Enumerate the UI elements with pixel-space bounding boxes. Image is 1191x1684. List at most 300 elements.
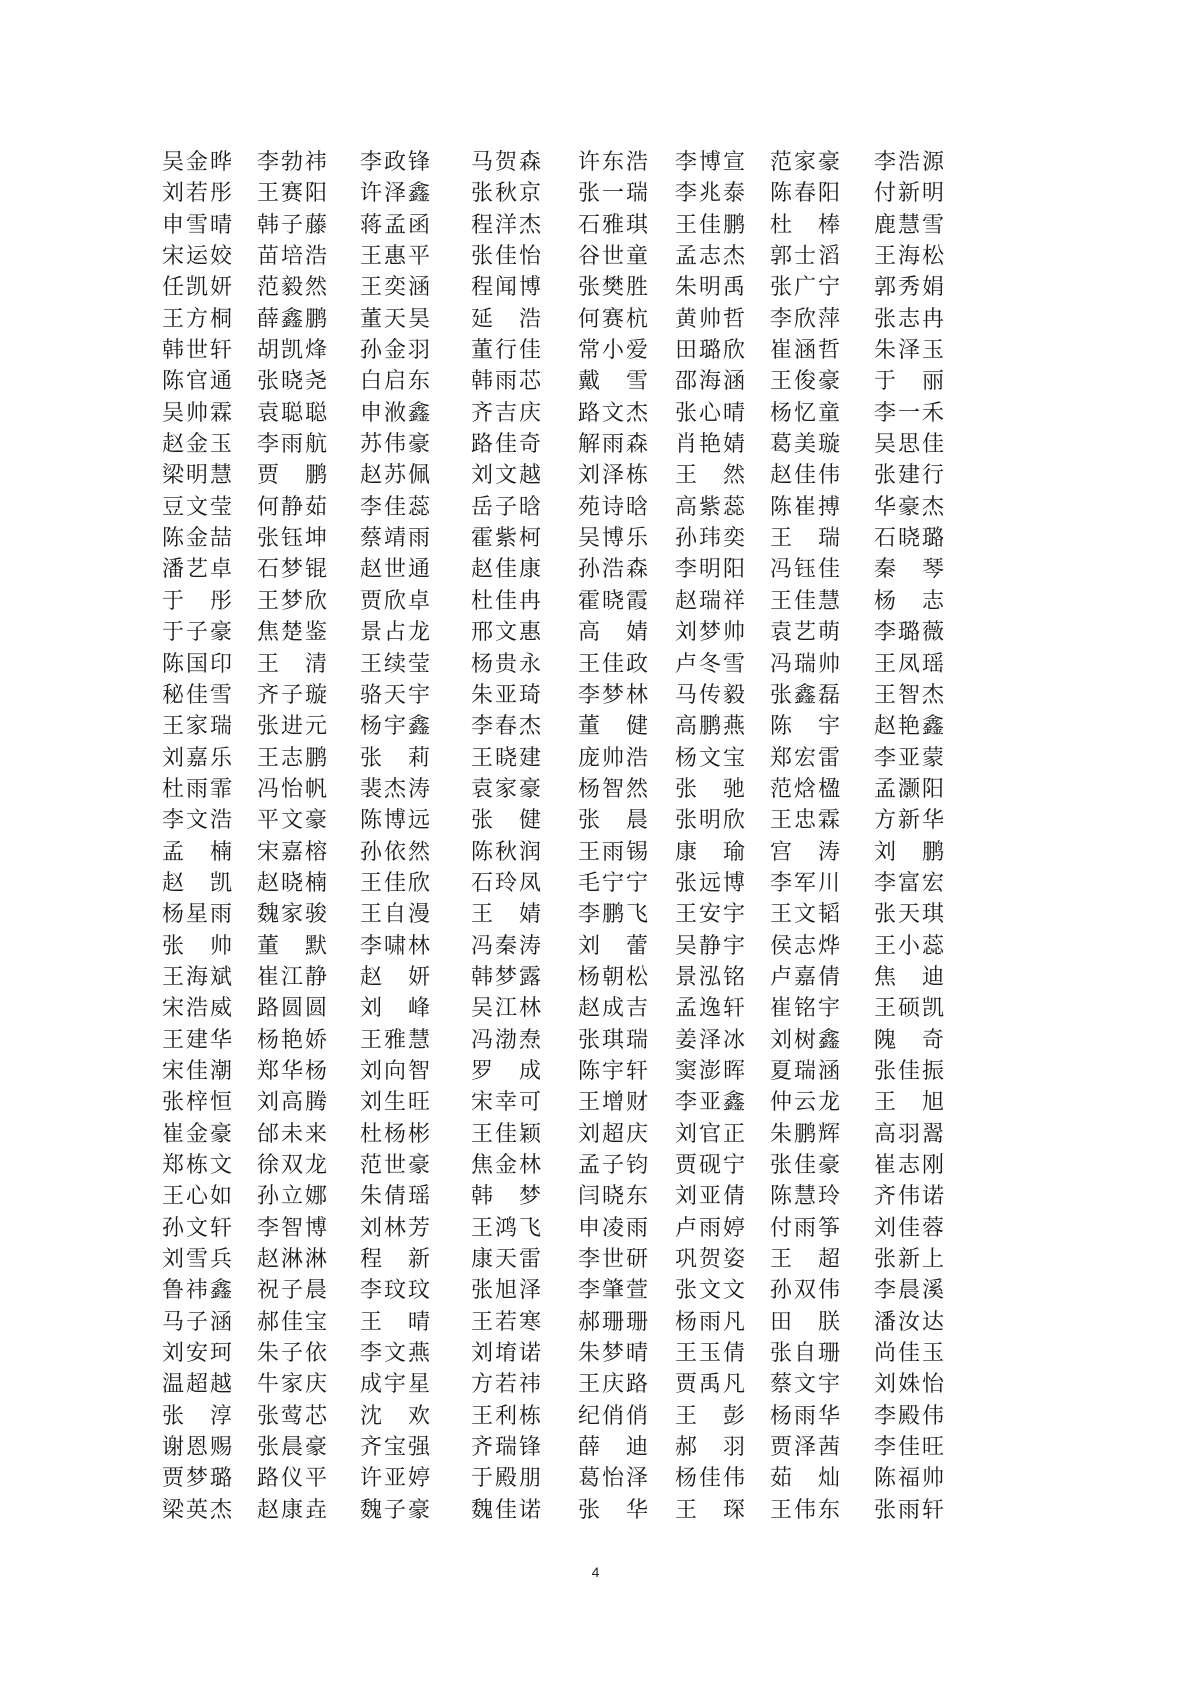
person-name: 袁艺萌: [770, 620, 840, 646]
person-name: 范家豪: [770, 150, 840, 175]
person-name: 陈秋润: [471, 839, 541, 865]
person-name: 苑诗晗: [578, 494, 648, 520]
person-name: 潘汝达: [874, 1309, 944, 1335]
name-row: [0, 492, 1191, 523]
person-name: 杨佳伟: [675, 1466, 745, 1492]
person-name: 孙玮奕: [675, 526, 745, 552]
person-name: 李鹏飞: [578, 902, 648, 928]
person-name: 豆文莹: [162, 494, 232, 520]
person-name: 田璐欣: [675, 338, 745, 364]
person-name: 卢雨婷: [675, 1215, 745, 1241]
person-name: 朱鹏辉: [770, 1121, 840, 1147]
name-row: [0, 1213, 1191, 1244]
person-name: 邵海涵: [675, 369, 745, 395]
name-row: [0, 1338, 1191, 1369]
person-name: 隗 奇: [874, 1027, 944, 1053]
person-name: 仲云龙: [770, 1090, 840, 1116]
name-row: [0, 335, 1191, 366]
person-name: 李兆泰: [675, 181, 745, 207]
person-name: 谢恩赐: [162, 1435, 232, 1461]
person-name: 宋幸可: [471, 1090, 541, 1116]
person-name: 胡凯烽: [257, 338, 327, 364]
person-name: 徐双龙: [257, 1153, 327, 1178]
person-name: 郭士滔: [770, 244, 840, 270]
name-row: [0, 460, 1191, 491]
person-name: 路仪平: [257, 1466, 327, 1492]
person-name: 朱梦晴: [578, 1341, 648, 1367]
person-name: 焦楚鉴: [257, 620, 327, 646]
person-name: 王赛阳: [257, 181, 327, 207]
person-name: 何静茹: [257, 494, 327, 520]
person-name: 霍晓霞: [578, 588, 648, 614]
person-name: 李亚蒙: [874, 745, 944, 771]
person-name: 解雨森: [578, 432, 648, 458]
person-name: 程 新: [360, 1247, 430, 1273]
person-name: 王佳政: [578, 651, 648, 677]
person-name: 董 健: [578, 714, 648, 740]
person-name: 程洋杰: [471, 212, 541, 238]
person-name: 李智博: [257, 1215, 327, 1241]
person-name: 张晓尧: [257, 369, 327, 395]
person-name: 张 莉: [360, 745, 430, 771]
person-name: 黄帅哲: [675, 306, 745, 332]
person-name: 朱明禹: [675, 275, 745, 301]
person-name: 延 浩: [471, 306, 541, 332]
person-name: 王玉倩: [675, 1341, 745, 1367]
person-name: 邢文惠: [471, 620, 541, 646]
name-row: [0, 805, 1191, 836]
person-name: 路圆圆: [257, 996, 327, 1022]
person-name: 李政锋: [360, 150, 430, 175]
person-name: 赵世通: [360, 557, 430, 583]
person-name: 王 琛: [675, 1497, 745, 1523]
person-name: 申凌雨: [578, 1215, 648, 1241]
person-name: 陈金喆: [162, 526, 232, 552]
name-row: [0, 680, 1191, 711]
person-name: 王利栋: [471, 1403, 541, 1429]
person-name: 王庆路: [578, 1372, 648, 1398]
person-name: 王佳颖: [471, 1121, 541, 1147]
person-name: 刘姝怡: [874, 1372, 944, 1398]
person-name: 茹 灿: [770, 1466, 840, 1492]
person-name: 杜佳冉: [471, 588, 541, 614]
person-name: 王梦欣: [257, 588, 327, 614]
person-name: 付雨筝: [770, 1215, 840, 1241]
person-name: 张佳豪: [770, 1153, 840, 1178]
person-name: 赵金玉: [162, 432, 232, 458]
person-name: 范焓楹: [770, 776, 840, 802]
person-name: 陈崔搏: [770, 494, 840, 520]
person-name: 秦 琴: [874, 557, 944, 583]
person-name: 张旭泽: [471, 1278, 541, 1304]
person-name: 刘文越: [471, 463, 541, 489]
name-row: [0, 1463, 1191, 1494]
person-name: 李晨溪: [874, 1278, 944, 1304]
person-name: 王 瑞: [770, 526, 840, 552]
name-row: [0, 1495, 1191, 1526]
person-name: 朱泽玉: [874, 338, 944, 364]
person-name: 刘梦帅: [675, 620, 745, 646]
person-name: 路文杰: [578, 400, 648, 426]
name-row: [0, 178, 1191, 209]
person-name: 宋嘉榕: [257, 839, 327, 865]
person-name: 康 瑜: [675, 839, 745, 865]
person-name: 吴思佳: [874, 432, 944, 458]
person-name: 张佳振: [874, 1058, 944, 1084]
person-name: 韩 梦: [471, 1184, 541, 1210]
person-name: 尚佳玉: [874, 1341, 944, 1367]
person-name: 蔡靖雨: [360, 526, 430, 552]
person-name: 王 彭: [675, 1403, 745, 1429]
person-name: 马传毅: [675, 682, 745, 708]
name-list: [0, 147, 1191, 1526]
person-name: 刘超庆: [578, 1121, 648, 1147]
person-name: 李佳旺: [874, 1435, 944, 1461]
person-name: 许东浩: [578, 150, 648, 175]
person-name: 张新上: [874, 1247, 944, 1273]
person-name: 于殿朋: [471, 1466, 541, 1492]
person-name: 董行佳: [471, 338, 541, 364]
person-name: 李欣萍: [770, 306, 840, 332]
person-name: 李文燕: [360, 1341, 430, 1367]
person-name: 郭秀娟: [874, 275, 944, 301]
person-name: 杨文宝: [675, 745, 745, 771]
person-name: 平文豪: [257, 808, 327, 834]
person-name: 杨雨凡: [675, 1309, 745, 1335]
person-name: 董天昊: [360, 306, 430, 332]
person-name: 焦 迪: [874, 964, 944, 990]
person-name: 牛家庆: [257, 1372, 327, 1398]
person-name: 王 晴: [360, 1309, 430, 1335]
person-name: 景占龙: [360, 620, 430, 646]
person-name: 郝佳宝: [257, 1309, 327, 1335]
person-name: 庞帅浩: [578, 745, 648, 771]
name-row: [0, 147, 1191, 178]
person-name: 王佳鹏: [675, 212, 745, 238]
person-name: 郝 羽: [675, 1435, 745, 1461]
person-name: 高鹏燕: [675, 714, 745, 740]
person-name: 杜杨彬: [360, 1121, 430, 1147]
person-name: 李世研: [578, 1247, 648, 1273]
person-name: 魏家骏: [257, 902, 327, 928]
person-name: 陈慧玲: [770, 1184, 840, 1210]
person-name: 张晨豪: [257, 1435, 327, 1461]
person-name: 王 婧: [471, 902, 541, 928]
person-name: 王雅慧: [360, 1027, 430, 1053]
person-name: 张雨轩: [874, 1497, 944, 1523]
person-name: 梁明慧: [162, 463, 232, 489]
person-name: 王雨锡: [578, 839, 648, 865]
person-name: 罗 成: [471, 1058, 541, 1084]
person-name: 石雅琪: [578, 212, 648, 238]
person-name: 崔涵哲: [770, 338, 840, 364]
person-name: 朱子依: [257, 1341, 327, 1367]
person-name: 韩梦露: [471, 964, 541, 990]
person-name: 刘雪兵: [162, 1247, 232, 1273]
person-name: 赵 妍: [360, 964, 430, 990]
person-name: 刘若彤: [162, 181, 232, 207]
person-name: 冯渤焘: [471, 1027, 541, 1053]
person-name: 王凤瑶: [874, 651, 944, 677]
person-name: 孙立娜: [257, 1184, 327, 1210]
person-name: 吴帅霖: [162, 400, 232, 426]
person-name: 王续莹: [360, 651, 430, 677]
person-name: 秘佳雪: [162, 682, 232, 708]
person-name: 王 清: [257, 651, 327, 677]
person-name: 刘树鑫: [770, 1027, 840, 1053]
person-name: 崔金豪: [162, 1121, 232, 1147]
person-name: 赵苏佩: [360, 463, 430, 489]
person-name: 吴江林: [471, 996, 541, 1022]
person-name: 成宇星: [360, 1372, 430, 1398]
person-name: 卢嘉倩: [770, 964, 840, 990]
person-name: 常小爱: [578, 338, 648, 364]
name-row: [0, 743, 1191, 774]
name-row: [0, 210, 1191, 241]
person-name: 赵佳康: [471, 557, 541, 583]
person-name: 郑华杨: [257, 1058, 327, 1084]
person-name: 王小蕊: [874, 933, 944, 959]
person-name: 王海松: [874, 244, 944, 270]
person-name: 齐子璇: [257, 682, 327, 708]
person-name: 宫 涛: [770, 839, 840, 865]
person-name: 任凯妍: [162, 275, 232, 301]
name-row: [0, 649, 1191, 680]
person-name: 贾砚宁: [675, 1153, 745, 1178]
person-name: 李勃祎: [257, 150, 327, 175]
person-name: 张 晨: [578, 808, 648, 834]
person-name: 王俊豪: [770, 369, 840, 395]
person-name: 姜泽冰: [675, 1027, 745, 1053]
name-row: [0, 586, 1191, 617]
person-name: 谷世童: [578, 244, 648, 270]
name-row: [0, 1244, 1191, 1275]
person-name: 张志冉: [874, 306, 944, 332]
name-row: [0, 899, 1191, 930]
person-name: 张 驰: [675, 776, 745, 802]
name-row: [0, 1275, 1191, 1306]
person-name: 王惠平: [360, 244, 430, 270]
person-name: 张进元: [257, 714, 327, 740]
person-name: 王家瑞: [162, 714, 232, 740]
person-name: 宋佳潮: [162, 1058, 232, 1084]
person-name: 陈官通: [162, 369, 232, 395]
person-name: 高 婧: [578, 620, 648, 646]
person-name: 张天琪: [874, 902, 944, 928]
person-name: 王文韬: [770, 902, 840, 928]
person-name: 刘泽栋: [578, 463, 648, 489]
name-row: [0, 1401, 1191, 1432]
person-name: 何赛杭: [578, 306, 648, 332]
person-name: 杨忆童: [770, 400, 840, 426]
person-name: 贾 鹏: [257, 463, 327, 489]
person-name: 杜 棒: [770, 212, 840, 238]
person-name: 张琪瑞: [578, 1027, 648, 1053]
person-name: 骆天宇: [360, 682, 430, 708]
person-name: 潘艺卓: [162, 557, 232, 583]
person-name: 王海斌: [162, 964, 232, 990]
person-name: 杨艳娇: [257, 1027, 327, 1053]
person-name: 李璐薇: [874, 620, 944, 646]
person-name: 王晓建: [471, 745, 541, 771]
page-number: 4: [591, 1564, 600, 1580]
person-name: 吴静宇: [675, 933, 745, 959]
person-name: 贾泽茜: [770, 1435, 840, 1461]
person-name: 陈国印: [162, 651, 232, 677]
person-name: 王鸿飞: [471, 1215, 541, 1241]
person-name: 张文文: [675, 1278, 745, 1304]
person-name: 申浟鑫: [360, 400, 430, 426]
person-name: 王建华: [162, 1027, 232, 1053]
name-row: [0, 1119, 1191, 1150]
person-name: 马子涵: [162, 1309, 232, 1335]
person-name: 张自珊: [770, 1341, 840, 1367]
name-row: [0, 366, 1191, 397]
person-name: 戴 雪: [578, 369, 648, 395]
person-name: 张梓恒: [162, 1090, 232, 1116]
name-row: [0, 868, 1191, 899]
person-name: 刘堉诺: [471, 1341, 541, 1367]
person-name: 蒋孟函: [360, 212, 430, 238]
person-name: 程闻博: [471, 275, 541, 301]
person-name: 张钰坤: [257, 526, 327, 552]
person-name: 董 默: [257, 933, 327, 959]
person-name: 赵 凯: [162, 870, 232, 896]
name-row: [0, 1056, 1191, 1087]
person-name: 冯瑞帅: [770, 651, 840, 677]
person-name: 许亚婷: [360, 1466, 430, 1492]
person-name: 张广宁: [770, 275, 840, 301]
name-row: [0, 241, 1191, 272]
person-name: 石晓璐: [874, 526, 944, 552]
person-name: 齐宝强: [360, 1435, 430, 1461]
person-name: 岳子晗: [471, 494, 541, 520]
person-name: 王佳慧: [770, 588, 840, 614]
person-name: 刘嘉乐: [162, 745, 232, 771]
person-name: 李玟玟: [360, 1278, 430, 1304]
person-name: 张秋京: [471, 181, 541, 207]
person-name: 李文浩: [162, 808, 232, 834]
person-name: 孙金羽: [360, 338, 430, 364]
person-name: 卢冬雪: [675, 651, 745, 677]
person-name: 方新华: [874, 808, 944, 834]
person-name: 张 华: [578, 1497, 648, 1523]
person-name: 王志鹏: [257, 745, 327, 771]
person-name: 肖艳婧: [675, 432, 745, 458]
person-name: 袁家豪: [471, 776, 541, 802]
person-name: 张一瑞: [578, 181, 648, 207]
person-name: 赵成吉: [578, 996, 648, 1022]
person-name: 王 然: [675, 463, 745, 489]
person-name: 李梦林: [578, 682, 648, 708]
person-name: 宋运姣: [162, 244, 232, 270]
person-name: 陈福帅: [874, 1466, 944, 1492]
name-row: [0, 1181, 1191, 1212]
name-row: [0, 1087, 1191, 1118]
person-name: 华豪杰: [874, 494, 944, 520]
name-row: [0, 523, 1191, 554]
person-name: 李啸林: [360, 933, 430, 959]
person-name: 王伟东: [770, 1497, 840, 1523]
person-name: 夏瑞涵: [770, 1058, 840, 1084]
person-name: 刘官正: [675, 1121, 745, 1147]
person-name: 陈博远: [360, 808, 430, 834]
person-name: 王自漫: [360, 902, 430, 928]
person-name: 孟 楠: [162, 839, 232, 865]
person-name: 张建行: [874, 463, 944, 489]
person-name: 赵瑞祥: [675, 588, 745, 614]
person-name: 刘生旺: [360, 1090, 430, 1116]
person-name: 韩雨芯: [471, 369, 541, 395]
person-name: 李春杰: [471, 714, 541, 740]
person-name: 魏子豪: [360, 1497, 430, 1523]
person-name: 李一禾: [874, 400, 944, 426]
person-name: 孙浩森: [578, 557, 648, 583]
person-name: 冯钰佳: [770, 557, 840, 583]
person-name: 刘佳蓉: [874, 1215, 944, 1241]
person-name: 陈春阳: [770, 181, 840, 207]
person-name: 赵淋淋: [257, 1247, 327, 1273]
person-name: 马贺森: [471, 150, 541, 175]
person-name: 裴杰涛: [360, 776, 430, 802]
person-name: 侯志烨: [770, 933, 840, 959]
person-name: 王智杰: [874, 682, 944, 708]
person-name: 刘林芳: [360, 1215, 430, 1241]
person-name: 苗培浩: [257, 244, 327, 270]
person-name: 刘安珂: [162, 1341, 232, 1367]
person-name: 崔志刚: [874, 1153, 944, 1178]
person-name: 刘 鹏: [874, 839, 944, 865]
person-name: 张 淳: [162, 1403, 232, 1429]
person-name: 沈 欢: [360, 1403, 430, 1429]
person-name: 李军川: [770, 870, 840, 896]
person-name: 刘亚倩: [675, 1184, 745, 1210]
person-name: 袁聪聪: [257, 400, 327, 426]
person-name: 巩贺姿: [675, 1247, 745, 1273]
person-name: 石梦锟: [257, 557, 327, 583]
person-name: 杜雨霏: [162, 776, 232, 802]
person-name: 宋浩威: [162, 996, 232, 1022]
person-name: 崔铭宇: [770, 996, 840, 1022]
person-name: 冯怡帆: [257, 776, 327, 802]
name-row: [0, 304, 1191, 335]
person-name: 李博宣: [675, 150, 745, 175]
person-name: 韩世轩: [162, 338, 232, 364]
name-row: [0, 554, 1191, 585]
person-name: 霍紫柯: [471, 526, 541, 552]
person-name: 李雨航: [257, 432, 327, 458]
person-name: 孟灏阳: [874, 776, 944, 802]
person-name: 窦澎晖: [675, 1058, 745, 1084]
person-name: 杨雨华: [770, 1403, 840, 1429]
person-name: 康天雷: [471, 1247, 541, 1273]
name-row: [0, 272, 1191, 303]
person-name: 杨智然: [578, 776, 648, 802]
person-name: 梁英杰: [162, 1497, 232, 1523]
person-name: 陈宇轩: [578, 1058, 648, 1084]
person-name: 闫晓东: [578, 1184, 648, 1210]
name-row: [0, 1150, 1191, 1181]
person-name: 王 超: [770, 1247, 840, 1273]
person-name: 邰未来: [257, 1121, 327, 1147]
person-name: 贾梦璐: [162, 1466, 232, 1492]
name-row: [0, 398, 1191, 429]
person-name: 景泓铭: [675, 964, 745, 990]
name-row: [0, 962, 1191, 993]
person-name: 王安宇: [675, 902, 745, 928]
person-name: 齐吉庆: [471, 400, 541, 426]
person-name: 杨 志: [874, 588, 944, 614]
